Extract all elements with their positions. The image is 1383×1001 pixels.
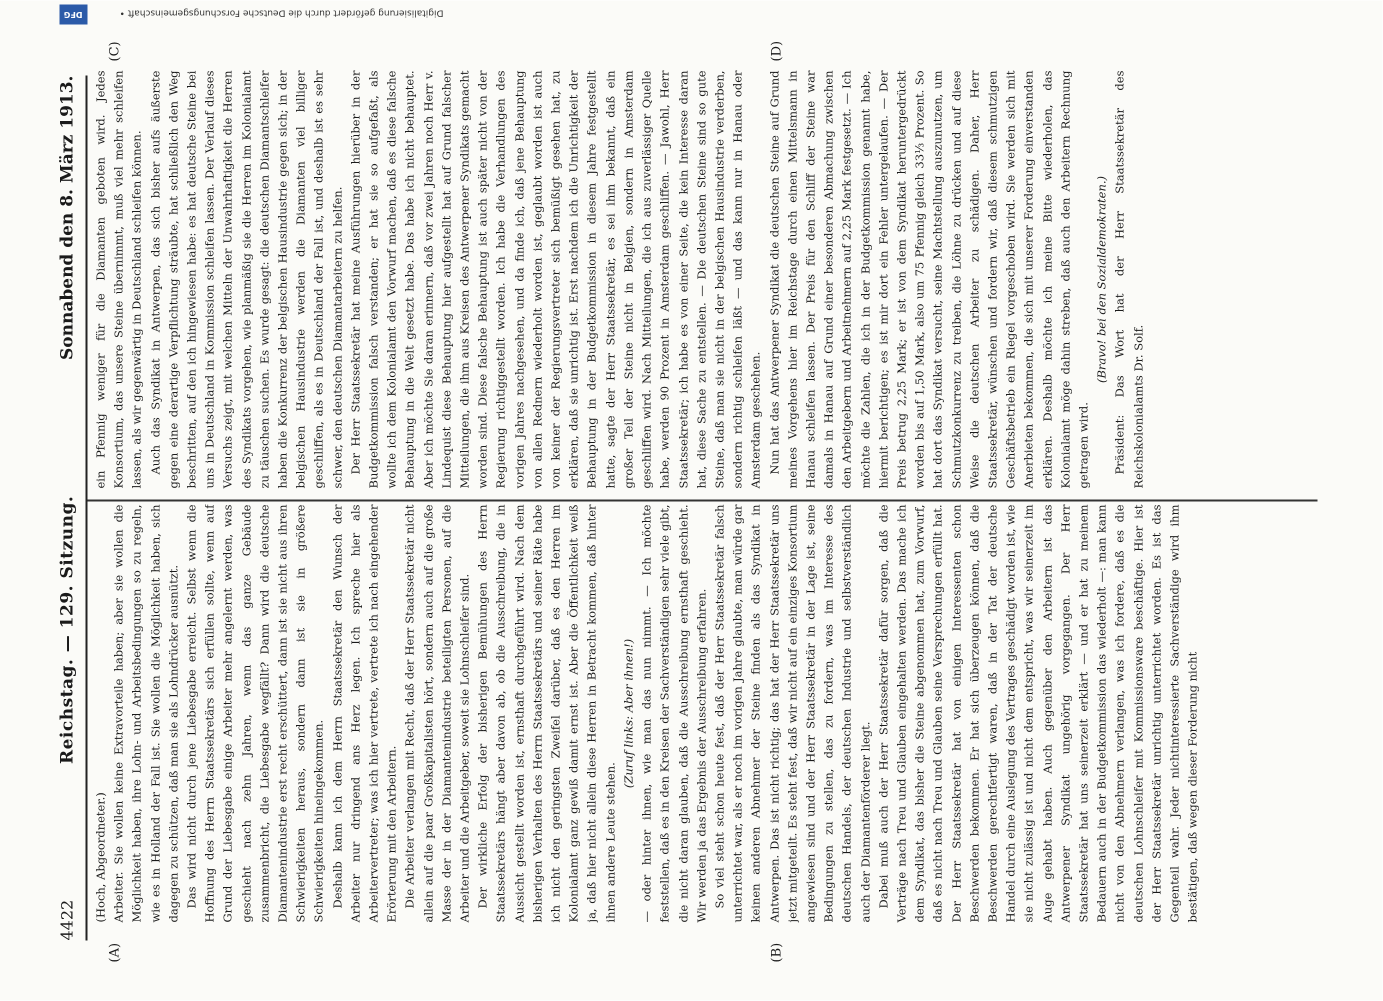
paragraph: Der wirkliche Erfolg der bisherigen Bemühungen des Herrn Staatssekretärs hängt aber davon ab, ob die Ausschreibung, die in Aussicht gestellt worden ist, ernsthaft durchgeführt wird. Nach dem bisherigen Verhalten des Herrn Staatssekretärs und seiner Räte habe ich nicht den geringsten Zweifel darüber, daß es den Herren im Kolonialamt ganz gewiß damit ernst ist. Aber die Öffentlichkeit weiß ja, daß hier nicht allein diese Herren in Betracht kommen, daß hinter ihnen andere Leute stehen. [475, 504, 618, 923]
paragraph: ein Pfennig weniger für die Diamanten geboten wird. Jedes Konsortium, das unsere Steine übernimmt, muß viel mehr schleifen lassen, als wir gegenwärtig in Deutschland schleifen können. [93, 70, 144, 489]
paragraph: So viel steht schon heute fest, daß der Herr Staatssekretär falsch unterrichtet war, als er noch im vorigen Jahre glaubte, man würde gar keinen anderen Abnehmer der Steine finden als das Syndikat in Antwerpen. Das ist nicht richtig; das hat der Herr Staatssekretär uns jetzt mitgeteilt. Es steht fest, daß wir nicht auf ein einziges Konsortium angewiesen sind und der Herr Staatssekretär in der Lage ist, seine Bedingungen zu stellen, das zu fordern, was im Interesse des deutschen Handels, der deutschen Industrie und selbstverständlich auch der Diamantenförderer liegt. [712, 504, 873, 923]
digitization-note: Digitalisierung gefördert durch die Deutsche Forschungsgemeinschaft • [119, 7, 444, 18]
paragraph: Die Arbeiter verlangen mit Recht, daß der Herr Staatssekretär nicht allein auf die paar Großkapitalisten hört, sondern auch auf die große Masse der in der Diamantenindustrie beteiligten Personen, auf die Arbeiter und die Arbeitgeber, soweit sie Lohnschleifer sind. [402, 504, 472, 923]
page-title: Reichstag. — 129. Sitzung. [57, 495, 78, 765]
scanned-page [0, 1, 1383, 1001]
session-date: Sonnabend den 8. März 1913. [57, 75, 78, 360]
margin-marker-c: (C) [107, 41, 123, 62]
paragraph: Der Herr Staatssekretär hat meine Ausführungen hierüber in der Budgetkommission falsch verstanden; er hat sie so aufgefaßt, als wollte ich dem Kolonialamt den Vorwurf machen, daß es diese falsche Behauptung in die Welt gesetzt habe. Das habe ich nicht behauptet. Aber ich möchte Sie daran erinnern, daß vor zwei Jahren noch Herr v. Lindequist diese Behauptung hier aufgestellt hat auf Grund falscher Mitteilungen, die ihm aus Kreisen des Antwerpener Syndikats gemacht worden sind. Diese falsche Behauptung ist auch später nicht von der Regierung richtiggestellt worden. Ich habe die Verhandlungen des vorigen Jahres nachgesehen, und da finde ich, daß jene Behauptung von allen Rednern wiederholt worden ist, geglaubt worden ist auch von keiner der Regierungsvertreter sich bemüßigt gesehen hat, zu erklären, daß sie unrichtig ist. Erst nachdem ich die Unrichtigkeit der Behauptung in der Budgetkommission in diesem Jahre festgestellt hatte, sagte der Herr Staatssekretär, es sei ihm bekannt, daß ein großer Teil der Steine nicht in Belgien, sondern in Amsterdam geschliffen wird. Nach Mitteilungen, die ich aus zuverlässiger Quelle habe, werden 90 Prozent in Amsterdam geschliffen. — Jawohl, Herr Staatssekretär; ich habe es von einer Seite, die kein Interesse daran hat, diese Sache zu entstellen. — Die deutschen Steine sind so gute Steine, daß man sie nicht in der belgischen Hausindustrie verderben, sondern richtig schleifen läßt — und das kann nur in Hanau oder Amsterdam geschehen. [348, 70, 763, 489]
page-number: 4422 [57, 899, 77, 941]
paragraph: Deshalb kann ich dem Herrn Staatssekretär den Wunsch der Arbeiter nur dringend ans Herz legen. Ich spreche hier als Arbeitervertreter; was ich hier vertrete, vertrete ich nach eingehender Erörterung mit den Arbeitern. [330, 504, 399, 923]
paragraph: (Bravo! bei den Sozialdemokraten.) [1094, 175, 1109, 384]
paragraph: Dabei muß auch der Herr Staatssekretär dafür sorgen, daß die Verträge nach Treu und Glauben eingehalten werden. Das mache ich dem Syndikat, das bisher die Steine abgenommen hat, zum Vorwurf, daß es nicht nach Treu und Glauben seine Versprechungen erfüllt hat. Der Herr Staatssekretär hat von einigen Interessenten schon Beschwerden bekommen. Er hat sich überzeugen können, daß die Beschwerden gerechtfertigt waren, daß in der Tat der deutsche Handel durch eine Auslegung des Vertrages geschädigt worden ist, wie sie nicht zulässig ist und nicht dem entspricht, was wir seinerzeit im Auge gehabt haben. Auch gegenüber den Arbeitern ist das Antwerpener Syndikat ungehörig vorgegangen. Der Herr Staatssekretär hat uns seinerzeit erklärt — und er hat zu meinem Bedauern auch in der Budgetkommission das wiederholt —: man kann nicht von den Abnehmern verlangen, was ich fordere, daß es die deutschen Lohnschleifer mit Kommissionsware beschäftige. Hier ist der Herr Staatssekretär unrichtig unterrichtet worden. Es ist das Gegenteil wahr. Jeder nichtinteressierte Sachverständige wird ihm bestätigen, daß wegen dieser Forderung nicht [876, 504, 1200, 923]
margin-marker-d: (D) [769, 40, 785, 62]
paragraph: (Zuruf links: Aber ihnen!) [621, 638, 636, 789]
paragraph: (Hoch, Abgeordneter.) [93, 792, 108, 923]
column-divider [88, 500, 1318, 502]
paragraph: Das wird nicht durch jene Liebesgabe erreicht. Selbst wenn die Hoffnung des Herrn Staatssekretärs sich erfüllen sollte, wenn auf Grund der Liebesgabe einige Arbeiter mehr angelernt werden, was geschieht nach zehn Jahren, wenn das ganze Gebäude zusammenbricht, die Liebesgabe wegfällt? Dann wird die deutsche Diamantenindustrie erst recht erschüttert, dann ist sie nicht aus ihren Schwierigkeiten heraus, sondern dann ist sie in größere Schwierigkeiten hineingekommen. [184, 504, 326, 923]
left-column [92, 505, 1317, 923]
paragraph: Auch das Syndikat in Antwerpen, das sich bisher aufs äußerste gegen eine derartige Verpflichtung sträubte, hat schließlich den Weg beschritten, auf den ich hingewiesen habe: es hat deutsche Steine bei uns in Deutschland in Kommission schleifen lassen. Der Verlauf dieses Versuchs zeigt, mit welchen Mitteln der Unwahrhaftigkeit die Herren des Syndikats vorgehen, wie planmäßig sie die Herren im Kolonialamt zu täuschen suchen. Es wurde gesagt: die deutschen Diamantschleifer haben die Konkurrenz der belgischen Hausindustrie gegen sich; in der belgischen Hausindustrie werden die Diamanten viel billiger geschliffen, als es in Deutschland der Fall ist, und deshalb ist es sehr schwer, den deutschen Diamantarbeitern zu helfen. [148, 70, 345, 489]
paragraph: Nun hat das Antwerpener Syndikat die deutschen Steine auf Grund meines Vorgehens hier im Reichstage durch einen Mittelsmann in Hanau schleifen lassen. Der Preis für den Schliff der Steine war damals in Hanau auf Grund einer besonderen Abmachung zwischen den Arbeitgebern und Arbeitnehmern auf 2,25 Mark festgesetzt. — Ich möchte die Zahlen, die ich in der Budgetkommission genannt habe, hiermit berichtigen; es ist mir dort ein Fehler untergelaufen. — Der Preis betrug 2,25 Mark; er ist von dem Syndikat heruntergedrückt worden bis auf 1,50 Mark, also um 75 Pfennig gleich 33⅓ Prozent. So hat dort das Syndikat versucht, seine Machtstellung auszunutzen, um Schmutzkonkurrenz zu treiben, die Löhne zu drücken und auf diese Weise die deutschen Arbeiter zu schädigen. Daher, Herr Staatssekretär, wünschen und fordern wir, daß diesem schmutzigen Geschäftsbetrieb ein Riegel vorgeschoben wird. Sie werden sich mit Anerbieten bekommen, die sich mit unserer Forderung einverstanden erklären. Deshalb möchte ich meine Bitte wiederholen, das Kolonialamt möge dahin streben, daß auch den Arbeitern Rechnung getragen wird. [767, 70, 1091, 489]
header-rule [86, 76, 88, 941]
right-column [92, 71, 1317, 489]
dfg-logo: DFG [60, 5, 88, 25]
margin-marker-b: (B) [769, 942, 785, 963]
paragraph: Arbeiter. Sie wollen keine Extravorteile haben; aber sie wollen die Möglichkeit haben, ihre Lohn- und Arbeitsbedingungen so zu regeln, wie es in Holland der Fall ist. Sie wollen die Möglichkeit haben, sich dagegen zu schützen, daß man sie als Lohndrücker ausnützt. [111, 504, 181, 923]
margin-marker-a: (A) [107, 942, 123, 963]
paragraph: — oder hinter ihnen, wie man das nun nimmt. — Ich möchte feststellen, daß es in den Kreisen der Sachverständigen sehr viele gibt, die nicht daran glauben, daß die Ausschreibung ernsthaft geschieht. Wir werden ja das Ergebnis der Ausschreibung erfahren. [639, 504, 709, 923]
page-header [58, 76, 82, 941]
paragraph: Präsident: Das Wort hat der Herr Staatssekretär des Reichskolonialamts Dr. Solf. [1112, 70, 1146, 489]
